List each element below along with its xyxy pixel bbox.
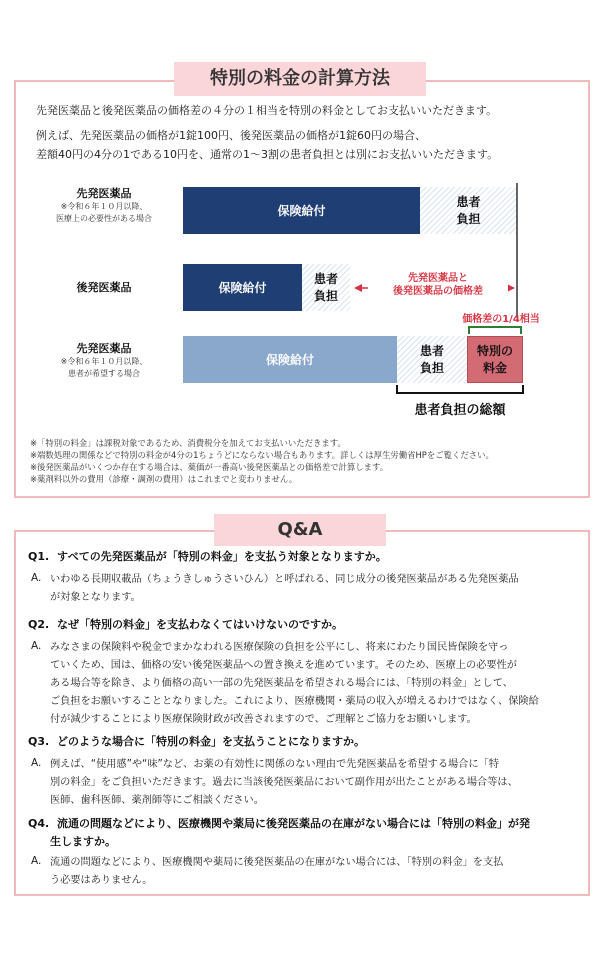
answer-4-line1: 流通の問題などにより、医療機関や薬局に後発医薬品の在庫がない場合には、「特別の料金」を支払: [50, 857, 504, 868]
row3-note1: ※令和６年１０月以降、: [60, 357, 148, 366]
price-diff-line2: 後発医薬品の価格差: [393, 286, 483, 297]
answer-3-line3: 医師、歯科医師、薬剤師等にご相談ください。: [50, 795, 264, 806]
answer-2-mark: A.: [31, 640, 42, 652]
answer-4-line2: う必要はありません。: [50, 875, 153, 886]
row2-label: 後発医薬品: [76, 281, 132, 294]
row3-label: [34, 340, 174, 380]
question-2: [28, 616, 343, 632]
question-3-post: を支払うことになりますか。: [222, 735, 366, 748]
question-4: [28, 815, 530, 851]
intro-text-line3: 差額40円の4分の1である10円を、通常の1～3割の患者負担とは別にお支払いいただきます。: [36, 148, 499, 161]
qa-section-title: Q&A: [214, 514, 386, 546]
row1-label: [34, 185, 174, 225]
special-fee-line2: 料金: [482, 360, 507, 375]
note-4: ※薬剤料以外の費用（診療・調剤の費用）はこれまでと変わりません。: [30, 474, 298, 484]
special-fee-bar: [467, 336, 523, 383]
row2-patient-bar: [302, 264, 350, 311]
question-4-pre: 流通の問題などにより、医療機関や薬局に後発医薬品の在庫がない場合には: [57, 817, 432, 830]
intro-text-line1: 先発医薬品と後発医薬品の価格差の４分の１相当を特別の料金としてお支払いいただきます。: [36, 104, 498, 117]
row1-label-text: 先発医薬品: [76, 187, 132, 200]
question-1-emphasis: 「特別の料金」: [166, 550, 244, 563]
question-2-number: Q2.: [28, 618, 50, 631]
question-1: [28, 548, 387, 564]
answer-1: [50, 571, 580, 607]
question-3: [28, 733, 365, 749]
row1-note2: 医療上の必要性がある場合: [56, 214, 152, 223]
answer-1-line1: いわゆる長期収載品（ちょうきしゅうさいひん）と呼ばれる、同じ成分の後発医薬品がある先発医薬品: [50, 574, 519, 585]
row3-patient-line2: 負担: [419, 360, 444, 375]
calculation-section-title: 特別の料金の計算方法: [174, 62, 426, 96]
answer-2-line3: ある場合等を除き、より価格の高い一部の先発医薬品を希望される場合には、「特別の料金」として、: [50, 678, 513, 689]
price-diff-label: [368, 272, 508, 298]
row3-label-text: 先発医薬品: [76, 342, 132, 355]
question-4-emphasis: 「特別の料金」: [431, 817, 509, 830]
row2-insurance-bar: 保険給付: [183, 264, 302, 311]
special-fee-line1: 特別の: [476, 343, 513, 358]
question-4-number: Q4.: [28, 817, 50, 830]
note-3: ※後発医薬品がいくつか存在する場合は、薬価が一番高い後発医薬品との価格差で計算します。: [30, 462, 389, 472]
answer-2-line1: みなさまの保険料や税金でまかなわれる医療保険の負担を公平にし、将来にわたり国民皆保険を守っ: [50, 642, 509, 653]
answer-4-mark: A.: [31, 855, 42, 867]
question-1-pre: すべての先発医薬品が: [57, 550, 167, 563]
intro-text-line2: 例えば、先発医薬品の価格が1錠100円、後発医薬品の価格が1錠60円の場合、: [36, 129, 426, 142]
price-diff-line1: 先発医薬品と: [408, 273, 468, 284]
question-1-post: を支払う対象となりますか。: [243, 550, 387, 563]
answer-1-mark: A.: [31, 572, 42, 584]
question-3-emphasis: 「特別の料金」: [145, 735, 223, 748]
row1-patient-bar: [420, 187, 517, 234]
question-2-pre: なぜ: [57, 618, 80, 631]
question-2-post: を支払わなくてはいけないのですか。: [156, 618, 344, 631]
answer-3-mark: A.: [31, 757, 42, 769]
question-3-number: Q3.: [28, 735, 50, 748]
row1-note1: ※令和６年１０月以降、: [60, 202, 148, 211]
answer-2-line4: ご負担をお願いすることとなりました。これにより、医療機関・薬局の収入が増えるわけではなく、保険給: [50, 696, 539, 707]
row3-insurance-bar: 保険給付: [183, 336, 397, 383]
row2-patient-line1: 患者: [313, 271, 338, 286]
answer-4: [50, 854, 580, 890]
answer-3: [50, 756, 580, 810]
question-1-number: Q1.: [28, 550, 50, 563]
question-4-post: が発: [508, 817, 531, 830]
question-4-row1: [28, 815, 530, 833]
total-burden-label: 患者負担の総額: [414, 403, 506, 418]
note-1: ※「特別の料金」は課税対象であるため、消費税分を加えてお支払いいただきます。: [30, 438, 346, 448]
answer-3-line2: 別の料金」をご負担いただきます。過去に当該後発医薬品において副作用が出たことがある場合等は、: [50, 777, 518, 788]
answer-2-line5: 付が減少することにより医療保険財政が改善されますので、ご理解とご協力をお願いします。: [50, 714, 477, 725]
row3-patient-bar: [397, 336, 467, 383]
answer-3-line1: 例えば、“使用感”や“味”など、お薬の有効性に関係のない理由で先発医薬品を希望する場合に「特: [50, 759, 499, 770]
quarter-label: 価格差の1/4相当: [462, 314, 540, 325]
row1-patient-line2: 負担: [456, 211, 481, 226]
question-2-emphasis: 「特別の料金」: [79, 618, 157, 631]
note-2: ※端数処理の関係などで特別の料金が4分の1ちょうどにならない場合もあります。詳しくは厚生労働省HPをご覧ください。: [30, 450, 494, 460]
question-4-line2: 生しますか。: [50, 835, 116, 848]
row1-insurance-bar: 保険給付: [183, 187, 420, 234]
answer-2-line2: ていくため、国は、価格の安い後発医薬品への置き換えを進めています。そのため、医療上の必要性が: [50, 660, 517, 671]
answer-1-line2: が対象となります。: [50, 592, 141, 603]
row3-note2: 患者が希望する場合: [68, 369, 140, 378]
answer-2: [50, 639, 580, 729]
question-3-pre: どのような場合に: [57, 735, 146, 748]
row1-patient-line1: 患者: [456, 194, 481, 209]
row3-patient-line1: 患者: [419, 343, 444, 358]
row2-patient-line2: 負担: [313, 288, 338, 303]
